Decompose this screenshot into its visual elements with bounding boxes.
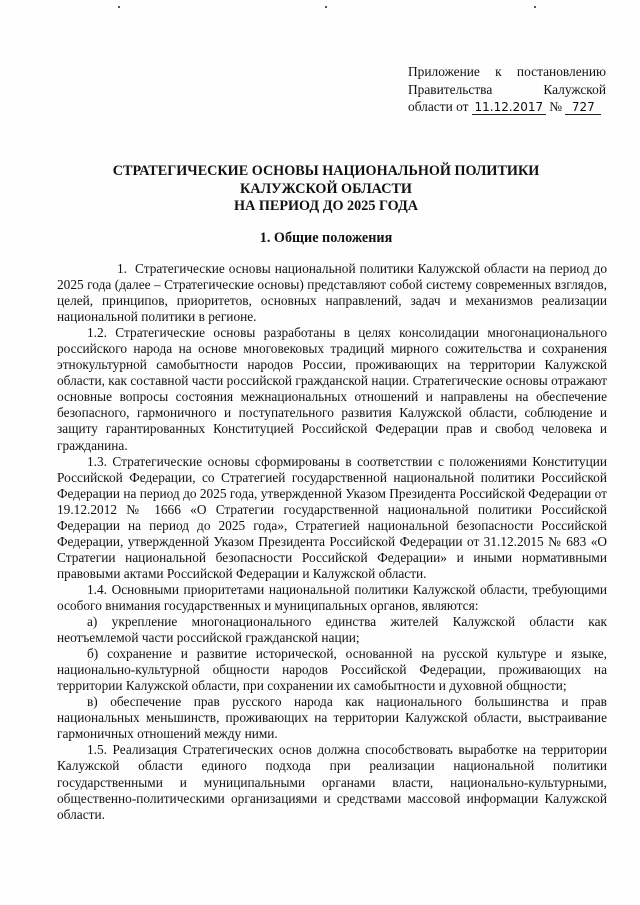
appendix-line-1: Приложение к постановлению (408, 64, 606, 79)
paragraph: 1.3. Стратегические основы сформированы в соответствии с положениями Конституции Российской Федерации, со Стратегией государственной национальной политики Российской Федерации на период до 2025 года, утвержденной Указом Президента Российской Федерации от 19.12.2012 № 1666 «О Стратегии государственной национальной политики Российской Федерации на период до 2025 года», Стратегией национальной безопасности Российской Федерации, утвержденной Указом Президента Российской Федерации от 31.12.2015 № 683 «О Стратегии национальной безопасности Российской Федерации» и иными нормативными правовыми актами Российской Федерации и Калужской области. (57, 453, 607, 581)
paragraph: 1.5. Реализация Стратегических основ должна способствовать выработке на территории Калужской области единого подхода при реализации национальной политики государственными и муниципальными органами власти, национально-культурными, общественно-политическими организациями и средствами массовой информации Калужской области. (57, 742, 607, 822)
paragraph: в) обеспечение прав русского народа как национального большинства и прав национальных меньшинств, проживающих на территории Калужской области, выстраивание гармоничных отношений между ними. (57, 694, 607, 742)
appendix-date: 11.12.2017 (472, 101, 546, 115)
document-title (60, 163, 592, 216)
appendix-line-3 (408, 98, 606, 116)
appendix-prefix: области от (408, 99, 469, 114)
paragraph (57, 261, 607, 325)
section-heading: 1. Общие положения (259, 230, 393, 246)
section-body (57, 261, 607, 823)
title-line-1: СТРАТЕГИЧЕСКИЕ ОСНОВЫ НАЦИОНАЛЬНОЙ ПОЛИТИКИ (112, 163, 540, 179)
title-line-2: КАЛУЖСКОЙ ОБЛАСТИ (240, 180, 412, 197)
paragraph-text: Стратегические основы национальной политики Калужской области на период до 2025 года (далее – Стратегические основы) представляют собой систему современных взглядов, целей, принципов, приоритетов, основных направлений, задач и механизмов реализации национальной политики в регионе. (57, 261, 607, 325)
paragraph: 1.4. Основными приоритетами национальной политики Калужской области, требующими особого внимания государственных и муниципальных органов, являются: (57, 581, 607, 613)
paragraph: 1.2. Стратегические основы разработаны в целях консолидации многонационального российского народа на основе многовековых традиций мирного сожительства и сохранения этнокультурной самобытности народов России, проживающих на территории Калужской области, как составной части российской гражданской нации. Стратегические основы отражают основные вопросы состояния межнациональных отношений и направлены на обеспечение безопасного, гармоничного и поступательного развития Калужской области, соблюдение и защиту гарантированных Конституцией Российской Федерации прав и свобод человека и гражданина. (57, 325, 607, 453)
scan-dot (325, 6, 327, 8)
scan-dot (118, 6, 120, 8)
paragraph: а) укрепление многонационального единства жителей Калужской области как неотъемлемой части российской гражданской нации; (57, 614, 607, 646)
appendix-number: 727 (565, 101, 601, 115)
paragraph: б) сохранение и развитие исторической, основанной на русской культуре и языке, национально-культурной общности народов Российской Федерации, проживающих на территории Калужской области, при сохранении их самобытности и духовной общности; (57, 646, 607, 694)
paragraph-number: 1. (117, 261, 128, 276)
appendix-header (408, 63, 606, 116)
scan-dot (534, 6, 536, 8)
appendix-line-2: Правительства Калужской (408, 81, 606, 97)
title-line-3: НА ПЕРИОД ДО 2025 ГОДА (234, 198, 418, 214)
appendix-number-sign: № (549, 99, 562, 114)
